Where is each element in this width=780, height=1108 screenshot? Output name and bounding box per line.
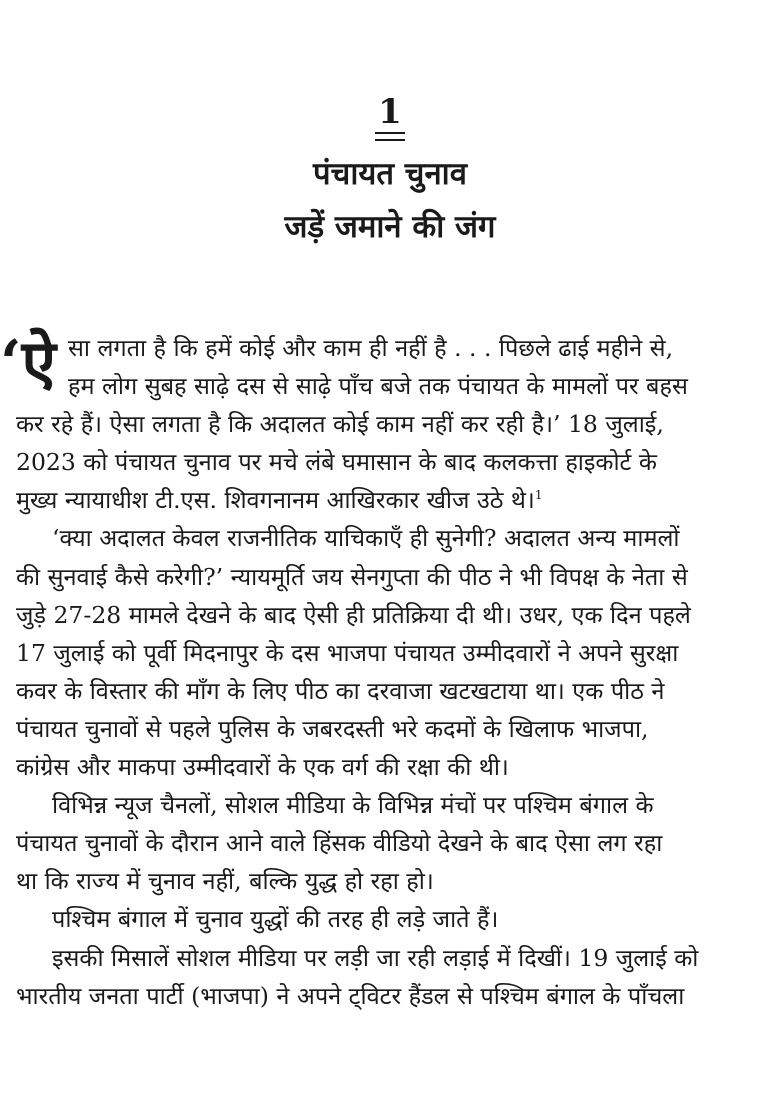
chapter-title-line-2: जड़ें जमाने की जंग <box>284 209 496 245</box>
text-line-10: कवर के विस्तार की माँग के लिए पीठ का दरवाजा खटखटाया था। एक पीठ ने <box>16 676 665 705</box>
text-line-11: पंचायत चुनावों से पहले पुलिस के जबरदस्ती भरे कदमों के खिलाफ भाजपा, <box>16 714 649 743</box>
text-line-12: कांग्रेस और माकपा उम्मीदवारों के एक वर्ग की रक्षा की थी। <box>16 753 509 782</box>
chapter-number: 1 <box>378 92 402 132</box>
text-line-14: पंचायत चुनावों के दौरान आने वाले हिंसक वीडियो देखने के बाद ऐसा लग रहा <box>16 829 663 858</box>
drop-cap: ‘ऐ <box>0 326 56 399</box>
text-line-5-content: मुख्य न्यायाधीश टी.एस. शिवगनानम आखिरकार खीज उठे थे। <box>16 486 535 515</box>
text-line-4: 2023 को पंचायत चुनाव पर मचे लंबे घमासान के बाद कलकत्ता हाइकोर्ट के <box>16 448 657 477</box>
text-line-2: हम लोग सुबह साढ़े दस से साढ़े पाँच बजे तक पंचायत के मामलों पर बहस <box>68 372 688 401</box>
text-line-7: की सुनवाई कैसे करेगी?’ न्यायमूर्ति जय सेनगुप्ता की पीठ ने भी विपक्ष के नेता से <box>16 562 688 591</box>
chapter-number-underline <box>375 132 405 141</box>
text-line-5 <box>16 481 768 519</box>
text-line-8: जुड़े 27-28 मामले देखने के बाद ऐसी ही प्रतिक्रिया दी थी। उधर, एक दिन पहले <box>16 600 691 629</box>
text-line-6: ‘क्या अदालत केवल राजनीतिक याचिकाएँ ही सुनेगी? अदालत अन्य मामलों <box>52 524 680 553</box>
text-line-3: कर रहे हैं। ऐसा लगता है कि अदालत कोई काम नहीं कर रही है।’ 18 जुलाई, <box>16 410 664 439</box>
text-line-1: सा लगता है कि हमें कोई और काम ही नहीं है . . . पिछले ढाई महीने से, <box>68 334 674 362</box>
chapter-title-line-1: पंचायत चुनाव <box>313 156 467 192</box>
footnote-marker: 1 <box>534 488 543 503</box>
body-text <box>16 329 768 1015</box>
text-line-13: विभिन्न न्यूज चैनलों, सोशल मीडिया के विभिन्न मंचों पर पश्चिम बंगाल के <box>52 791 654 820</box>
text-line-16: पश्चिम बंगाल में चुनाव युद्धों की तरह ही लड़े जाते हैं। <box>52 905 499 934</box>
text-line-9: 17 जुलाई को पूर्वी मिदनापुर के दस भाजपा पंचायत उम्मीदवारों ने अपने सुरक्षा <box>16 638 679 667</box>
text-line-18: भारतीय जनता पार्टी (भाजपा) ने अपने ट्विटर हैंडल से पश्चिम बंगाल के पाँचला <box>16 981 685 1010</box>
text-line-17: इसकी मिसालें सोशल मीडिया पर लड़ी जा रही लड़ाई में दिखीं। 19 जुलाई को <box>52 943 699 972</box>
text-line-15: था कि राज्य में चुनाव नहीं, बल्कि युद्ध हो रहा हो। <box>16 867 434 896</box>
